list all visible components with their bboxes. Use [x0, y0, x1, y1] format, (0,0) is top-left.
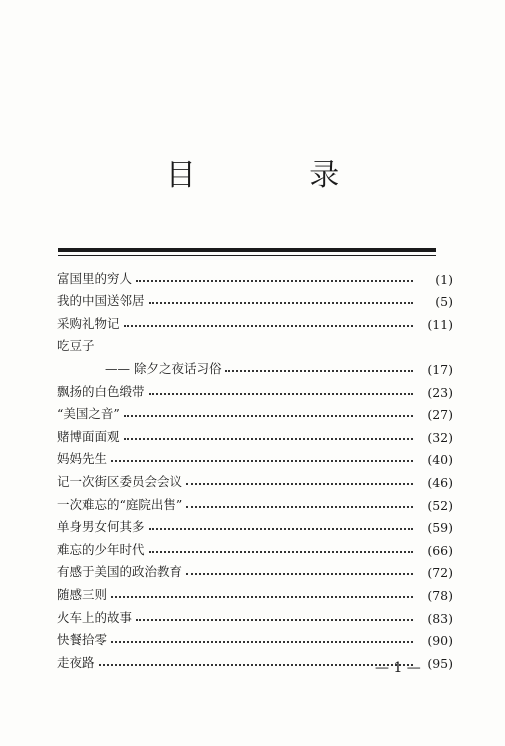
dot-leader — [111, 641, 413, 643]
toc-entry[interactable] — [57, 603, 453, 626]
toc-entry-title: 富国里的穷人 — [57, 270, 133, 286]
toc-entry[interactable] — [57, 400, 453, 423]
toc-entry-title: 单身男女何其多 — [57, 519, 145, 535]
toc-entry-page: (95) — [427, 655, 453, 671]
toc-entry-title: 快餐拾零 — [57, 632, 108, 648]
toc-entry-page: (52) — [427, 497, 453, 513]
toc-entry-page: (11) — [427, 316, 453, 332]
toc-entry-page: (17) — [427, 361, 453, 377]
toc-entry-page: (23) — [427, 384, 453, 400]
toc-entry[interactable] — [57, 580, 453, 603]
dot-leader — [99, 664, 413, 666]
dot-leader — [111, 460, 413, 462]
toc-entry[interactable] — [57, 490, 453, 513]
toc-entry[interactable] — [57, 287, 453, 310]
toc-entry-title: 妈妈先生 — [57, 451, 108, 467]
dot-leader — [136, 280, 413, 282]
toc-entry-title: 赌博面面观 — [57, 428, 120, 444]
toc-entry-title: 飘扬的白色缎带 — [57, 383, 145, 399]
toc-entry-subtitle[interactable] — [57, 354, 453, 377]
title-rule-thin — [58, 255, 436, 256]
dot-leader — [149, 551, 413, 553]
toc-entry-title: 记一次街区委员会会议 — [57, 473, 183, 489]
toc-entry[interactable] — [57, 558, 453, 581]
dot-leader — [186, 573, 413, 575]
dot-leader — [186, 483, 413, 485]
toc-entry-page: (59) — [427, 520, 453, 536]
toc-entry-title: 走夜路 — [57, 654, 95, 670]
toc-entry-title: 难忘的少年时代 — [57, 541, 145, 557]
toc-entry-page: (78) — [427, 587, 453, 603]
toc-entry-title: 我的中国送邻居 — [57, 293, 145, 309]
toc-entry[interactable] — [57, 445, 453, 468]
page-number: — 1 — — [375, 660, 421, 676]
toc-entry[interactable] — [57, 513, 453, 536]
toc-entry[interactable] — [57, 332, 453, 355]
dot-leader — [124, 325, 413, 327]
toc-entry-title: 采购礼物记 — [57, 315, 120, 331]
dot-leader — [149, 393, 413, 395]
dot-leader — [186, 506, 413, 508]
dot-leader — [149, 528, 413, 530]
toc-entry[interactable] — [57, 467, 453, 490]
title-rule-thick — [58, 248, 436, 252]
toc-entry-title: 火车上的故事 — [57, 609, 133, 625]
toc-entry-title: 有感于美国的政治教育 — [57, 564, 183, 580]
toc-entry[interactable] — [57, 377, 453, 400]
dot-leader — [136, 619, 413, 621]
dot-leader — [111, 596, 413, 598]
toc-entry-title: 一次难忘的“庭院出售” — [57, 496, 183, 512]
toc-entry[interactable] — [57, 626, 453, 649]
toc-entry-page: (1) — [435, 271, 453, 287]
table-of-contents — [57, 264, 453, 671]
dot-leader — [124, 415, 413, 417]
toc-entry-page: (5) — [435, 294, 453, 310]
dot-leader — [225, 370, 413, 372]
toc-entry-page: (32) — [427, 429, 453, 445]
dot-leader — [124, 438, 413, 440]
toc-entry[interactable] — [57, 422, 453, 445]
toc-entry[interactable] — [57, 535, 453, 558]
toc-entry[interactable] — [57, 309, 453, 332]
toc-entry-title: 吃豆子 — [57, 338, 95, 354]
page-title: 目 录 — [165, 158, 392, 193]
toc-entry-title: —— 除夕之夜话习俗 — [105, 360, 222, 376]
dot-leader — [149, 302, 413, 304]
toc-entry-page: (90) — [427, 633, 453, 649]
toc-entry-title: “美国之音” — [57, 406, 120, 422]
toc-entry-page: (27) — [427, 407, 453, 423]
toc-entry[interactable] — [57, 264, 453, 287]
toc-entry-page: (40) — [427, 452, 453, 468]
toc-entry-page: (46) — [427, 474, 453, 490]
toc-entry-title: 随感三则 — [57, 586, 108, 602]
toc-entry-page: (83) — [427, 610, 453, 626]
toc-entry-page: (72) — [427, 565, 453, 581]
toc-entry-page: (66) — [427, 542, 453, 558]
